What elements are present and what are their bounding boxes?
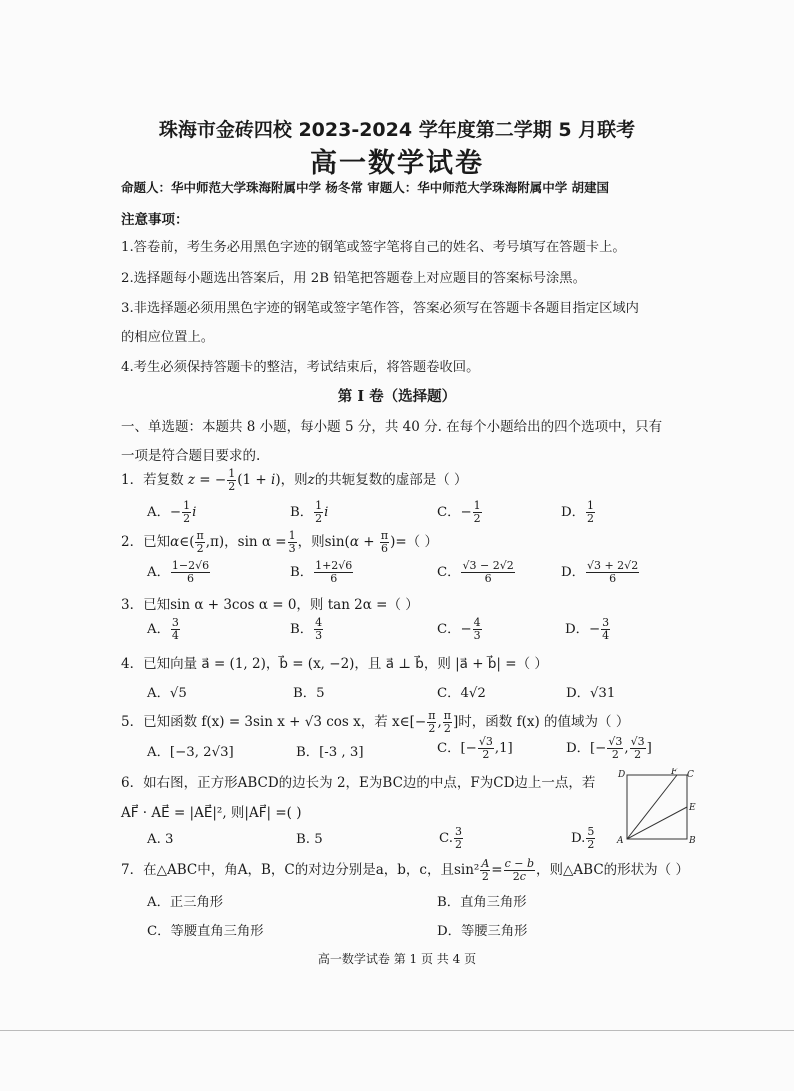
- square-figure: [615, 768, 697, 848]
- question-3: 3．已知sin α + 3cos α = 0，则 tan 2α =（ ）: [121, 597, 419, 613]
- note-3: 3.非选择题必须用黑色字迹的钢笔或签字笔作答，答案必须写在答题卡各题目指定区域内: [121, 301, 639, 316]
- q4-option-a: A．√5: [147, 686, 187, 701]
- q4-option-b: B．5: [293, 686, 325, 701]
- square-abcd: [627, 775, 687, 839]
- q3-option-d: D．− $\frac{3}{4}$: [565, 616, 610, 642]
- q5-option-b: B．[-3 , 3]: [296, 745, 364, 760]
- label-e: E: [689, 803, 696, 813]
- page-footer: 高一数学试卷 第 1 页 共 4 页: [317, 952, 477, 966]
- q3-option-b: B． $\frac{4}{3}$: [290, 616, 323, 642]
- q2-option-a: A． $\frac{1-2√6}{6}$: [147, 559, 210, 585]
- q4-option-d: D．√31: [566, 686, 616, 701]
- q5-option-c: C．[− $\frac{√3}{2}$ ,1]: [437, 735, 513, 761]
- q7-option-d: D．等腰三角形: [437, 924, 528, 939]
- exam-subtitle: 高一数学试卷: [310, 148, 484, 179]
- q6-option-c: C. $\frac{3}{2}$: [439, 825, 462, 851]
- q7-option-b: B．直角三角形: [437, 895, 527, 910]
- question-7: 7．在△ABC中，角A，B，C的对边分别是a，b，c，且sin² $\frac{A}{2}$ = $\frac{c - b}{2c}$ ，则△ABC的形状为（ ）: [121, 857, 689, 883]
- segment-ae: [627, 807, 687, 839]
- notes-heading: 注意事项：: [121, 212, 189, 228]
- section-intro-2: 一项是符合题目要求的.: [121, 448, 261, 464]
- question-5: 5．已知函数 f(x) = 3sin x + √3 cos x，若 x∈[− $\frac{\pi}{2}$ , $\frac{\pi}{2}$ ]时，函数 f(x) 的值域为（ ）: [121, 709, 630, 735]
- q7-option-a: A．正三角形: [147, 895, 224, 910]
- q6-option-a: A. 3: [147, 832, 174, 847]
- question-2: 2．已知α∈( $\frac{\pi}{2}$ ,π)，sin α = $\frac{1}{3}$ ，则sin(α + $\frac{\pi}{6}$ )=（ ）: [121, 529, 438, 555]
- authors-line: 命题人：华中师范大学珠海附属中学 杨冬常 审题人：华中师范大学珠海附属中学 胡建国: [121, 180, 610, 195]
- scan-edge: [0, 1030, 794, 1031]
- question-1: 1．若复数 z = − $\frac{1}{2}$ (1 + i)，则z的共轭复数的虚部是（ ）: [121, 467, 468, 493]
- q1-pre: 1．若复数: [121, 472, 184, 488]
- note-1: 1.答卷前，考生务必用黑色字迹的钢笔或签字笔将自己的姓名、考号填写在答题卡上。: [121, 240, 626, 255]
- q2-option-c: C． $\frac{√3 - 2√2}{6}$: [437, 559, 514, 585]
- label-d: D: [618, 770, 626, 780]
- exam-title: 珠海市金砖四校 2023-2024 学年度第二学期 5 月联考: [158, 119, 636, 141]
- q1-post: 的共轭复数的虚部是（ ）: [314, 472, 468, 488]
- q1-mid: ，则: [280, 472, 308, 488]
- q3-option-c: C．− $\frac{4}{3}$: [437, 616, 481, 642]
- q4-option-c: C．4√2: [437, 686, 486, 701]
- note-4: 4.考生必须保持答题卡的整洁，考试结束后，将答题卷收回。: [121, 360, 480, 375]
- question-6-line-1: 6．如右图，正方形ABCD的边长为 2，E为BC边的中点，F为CD边上一点，若: [121, 775, 596, 791]
- q2-option-d: D． $\frac{√3 + 2√2}{6}$: [561, 559, 639, 585]
- note-3-cont: 的相应位置上。: [121, 330, 215, 345]
- q1-option-a: A．− $\frac{1}{2}$ i: [147, 499, 197, 525]
- segment-af: [627, 775, 677, 839]
- q1-option-d: D． $\frac{1}{2}$: [561, 499, 594, 525]
- section-title: 第 I 卷（选择题）: [337, 388, 457, 405]
- label-a: A: [617, 836, 624, 846]
- label-b: B: [689, 836, 696, 846]
- q5-option-d: D．[− $\frac{√3}{2}$ , $\frac{√3}{2}$ ]: [566, 735, 652, 761]
- section-intro-1: 一、单选题：本题共 8 小题，每小题 5 分，共 40 分. 在每个小题给出的四个选项中，只有: [121, 419, 663, 435]
- q1-option-c: C．− $\frac{1}{2}$: [437, 499, 481, 525]
- q5-option-a: A．[−3, 2√3]: [147, 745, 234, 760]
- q7-option-c: C．等腰直角三角形: [147, 924, 264, 939]
- q1-option-b: B． $\frac{1}{2}$ i: [290, 499, 329, 525]
- q2-option-b: B． $\frac{1+2√6}{6}$: [290, 559, 353, 585]
- note-2: 2.选择题每小题选出答案后，用 2B 铅笔把答题卷上对应题目的答案标号涂黑。: [121, 271, 586, 286]
- label-f: F: [671, 768, 678, 777]
- q6-option-d: D. $\frac{5}{2}$: [571, 825, 595, 851]
- question-6-line-2: AF⃗ · AE⃗ = |AE⃗|², 则|AF⃗| =( ): [121, 805, 302, 821]
- q3-option-a: A． $\frac{3}{4}$: [147, 616, 179, 642]
- question-4: 4．已知向量 a⃗ = (1, 2)，b⃗ = (x, −2)，且 a⃗ ⊥ b⃗，则 |a⃗ + b⃗| =（ ）: [121, 656, 548, 672]
- label-c: C: [687, 770, 694, 780]
- q6-option-b: B. 5: [296, 832, 323, 847]
